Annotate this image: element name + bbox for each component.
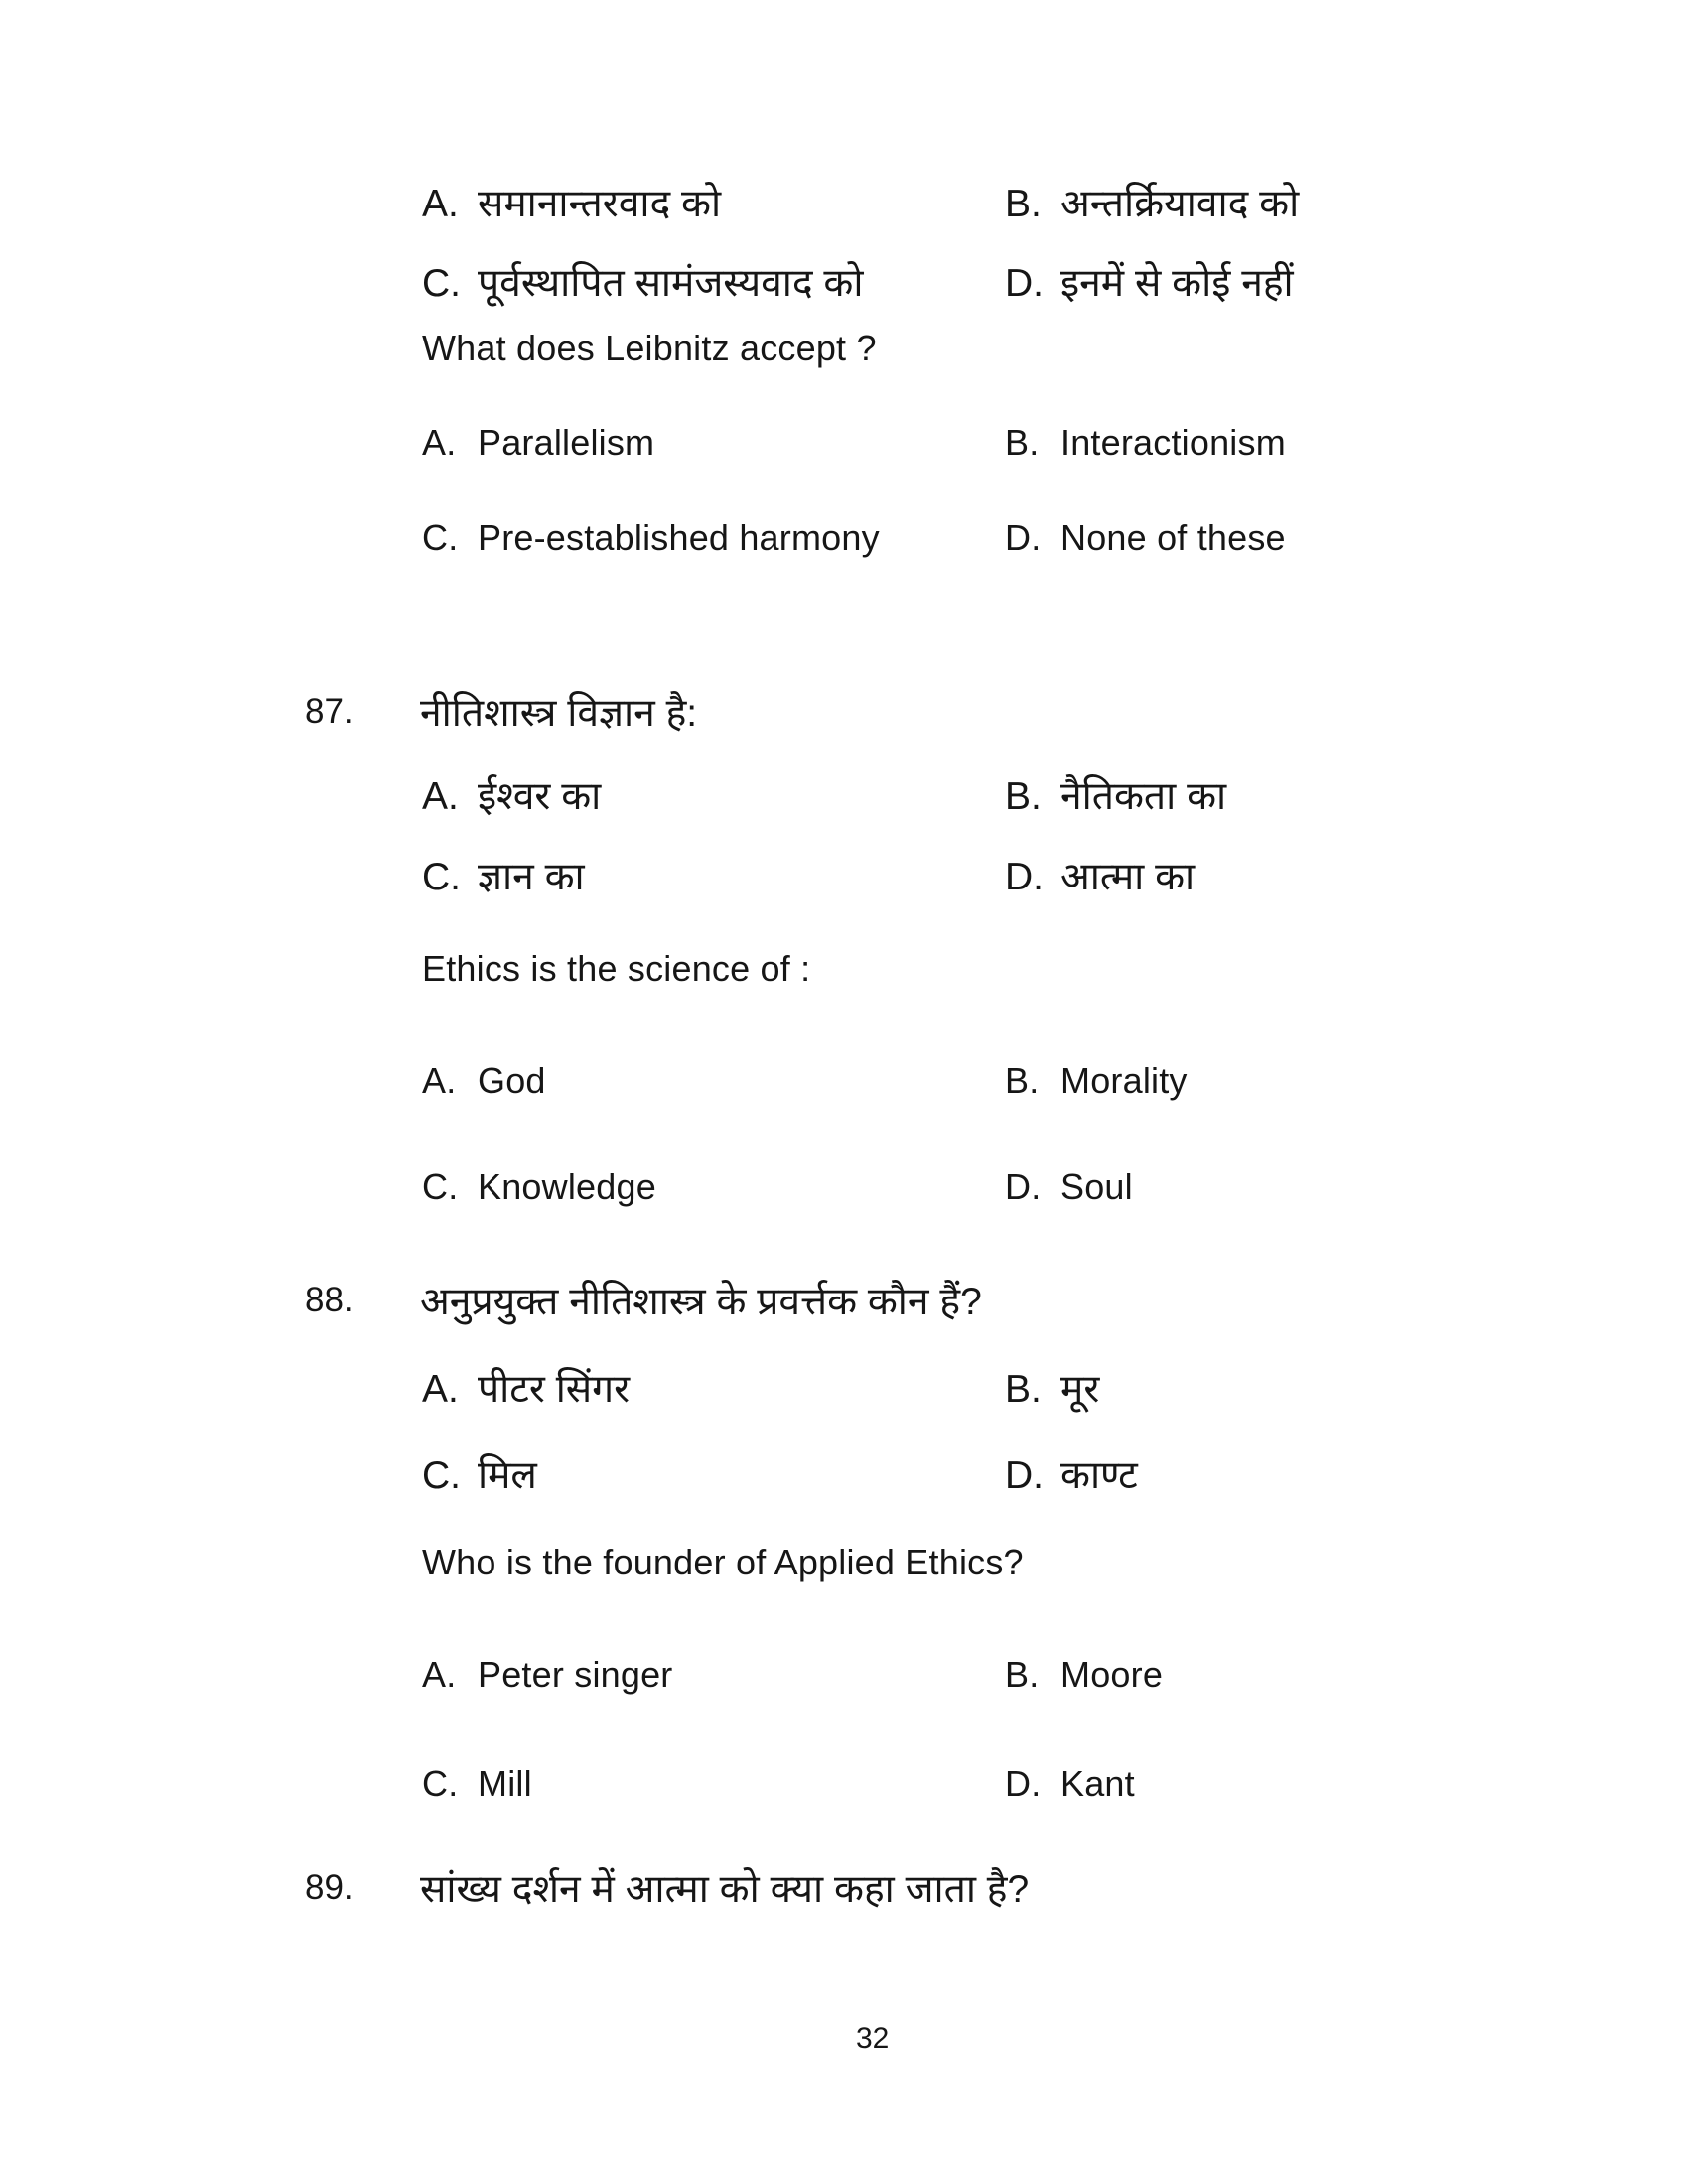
option-label: C.	[422, 1166, 459, 1207]
q86-hindi-option-b	[1005, 182, 1299, 227]
q86-english-option-c	[422, 517, 880, 559]
option-label: D.	[1005, 262, 1044, 305]
q88-english-option-b	[1005, 1654, 1163, 1696]
option-label: B.	[1005, 1654, 1040, 1695]
option-label: A.	[422, 422, 457, 463]
q86-hindi-option-d	[1005, 261, 1294, 307]
option-text: पीटर सिंगर	[478, 1368, 631, 1411]
page-number	[856, 2021, 889, 2056]
q87-english-option-d	[1005, 1166, 1133, 1208]
q87-english-question	[422, 948, 810, 990]
option-label: C.	[422, 1454, 461, 1497]
question-number: 88.	[305, 1281, 353, 1319]
question-text: सांख्य दर्शन में आत्मा को क्या कहा जाता है?	[420, 1868, 1030, 1911]
option-text: Parallelism	[478, 422, 655, 463]
option-text: पूर्वस्थापित सामंजस्यवाद को	[478, 262, 864, 305]
option-text: Morality	[1060, 1060, 1188, 1101]
option-label: A.	[422, 1368, 459, 1411]
q87-english-option-a	[422, 1060, 546, 1102]
q88-english-option-d	[1005, 1763, 1135, 1805]
question-number: 87.	[305, 692, 353, 731]
q87-hindi-option-d	[1005, 855, 1195, 900]
option-text: Mill	[478, 1763, 532, 1804]
q87-english-option-c	[422, 1166, 656, 1208]
question-number: 89.	[305, 1868, 353, 1907]
option-text: इनमें से कोई नहीं	[1060, 262, 1294, 305]
q88-hindi-option-d	[1005, 1453, 1138, 1499]
q86-english-option-b	[1005, 422, 1286, 464]
q88-english-question	[422, 1542, 1024, 1583]
option-label: D.	[1005, 517, 1042, 558]
option-text: Peter singer	[478, 1654, 673, 1695]
option-text: मूर	[1060, 1368, 1100, 1411]
option-label: C.	[422, 262, 461, 305]
option-text: मिल	[478, 1454, 537, 1497]
option-text: Interactionism	[1060, 422, 1286, 463]
option-text: ज्ञान का	[478, 856, 585, 898]
option-label: C.	[422, 856, 461, 898]
option-label: A.	[422, 1060, 457, 1101]
option-text: काण्ट	[1060, 1454, 1138, 1497]
q88-hindi-option-b	[1005, 1367, 1099, 1413]
q86-english-question	[422, 328, 877, 369]
q88-hindi-question	[420, 1280, 982, 1325]
question-text: नीतिशास्त्र विज्ञान है:	[420, 692, 698, 735]
option-text: Knowledge	[478, 1166, 656, 1207]
q86-hindi-option-c	[422, 261, 863, 307]
q88-hindi-option-a	[422, 1367, 630, 1413]
q87-english-option-b	[1005, 1060, 1188, 1102]
option-label: D.	[1005, 1166, 1042, 1207]
question-text: What does Leibnitz accept ?	[422, 328, 877, 368]
option-text: Moore	[1060, 1654, 1164, 1695]
option-text: Soul	[1060, 1166, 1133, 1207]
q89-hindi-question	[420, 1867, 1029, 1913]
q87-number	[305, 691, 353, 732]
option-label: A.	[422, 775, 459, 818]
option-text: God	[478, 1060, 546, 1101]
page-number-text: 32	[856, 2022, 890, 2055]
option-label: D.	[1005, 1763, 1042, 1804]
q88-hindi-option-c	[422, 1453, 537, 1499]
option-text: नैतिकता का	[1060, 775, 1227, 818]
option-label: C.	[422, 517, 459, 558]
option-label: D.	[1005, 1454, 1044, 1497]
option-label: D.	[1005, 856, 1044, 898]
option-label: B.	[1005, 775, 1042, 818]
option-text: None of these	[1060, 517, 1286, 558]
option-text: ईश्वर का	[478, 775, 602, 818]
option-label: B.	[1005, 422, 1040, 463]
question-text: Who is the founder of Applied Ethics?	[422, 1542, 1024, 1582]
question-text: Ethics is the science of :	[422, 948, 811, 989]
option-text: Pre-established harmony	[478, 517, 880, 558]
q86-english-option-a	[422, 422, 654, 464]
option-label: A.	[422, 1654, 457, 1695]
q86-hindi-option-a	[422, 182, 721, 227]
q89-number	[305, 1867, 353, 1908]
q86-english-option-d	[1005, 517, 1286, 559]
q88-english-option-a	[422, 1654, 673, 1696]
q87-hindi-option-a	[422, 774, 601, 820]
q87-hindi-option-b	[1005, 774, 1226, 820]
q87-hindi-option-c	[422, 855, 585, 900]
option-text: समानान्तरवाद को	[478, 183, 722, 225]
question-text: अनुप्रयुक्त नीतिशास्त्र के प्रवर्त्तक कौन हैं?	[420, 1281, 982, 1323]
q88-english-option-c	[422, 1763, 532, 1805]
option-text: Kant	[1060, 1763, 1135, 1804]
option-label: C.	[422, 1763, 459, 1804]
option-label: B.	[1005, 1368, 1042, 1411]
option-text: आत्मा का	[1060, 856, 1196, 898]
q87-hindi-question	[420, 691, 697, 737]
option-text: अन्तर्क्रियावाद को	[1060, 183, 1300, 225]
option-label: B.	[1005, 1060, 1040, 1101]
option-label: B.	[1005, 183, 1042, 225]
q88-number	[305, 1280, 353, 1320]
option-label: A.	[422, 183, 459, 225]
